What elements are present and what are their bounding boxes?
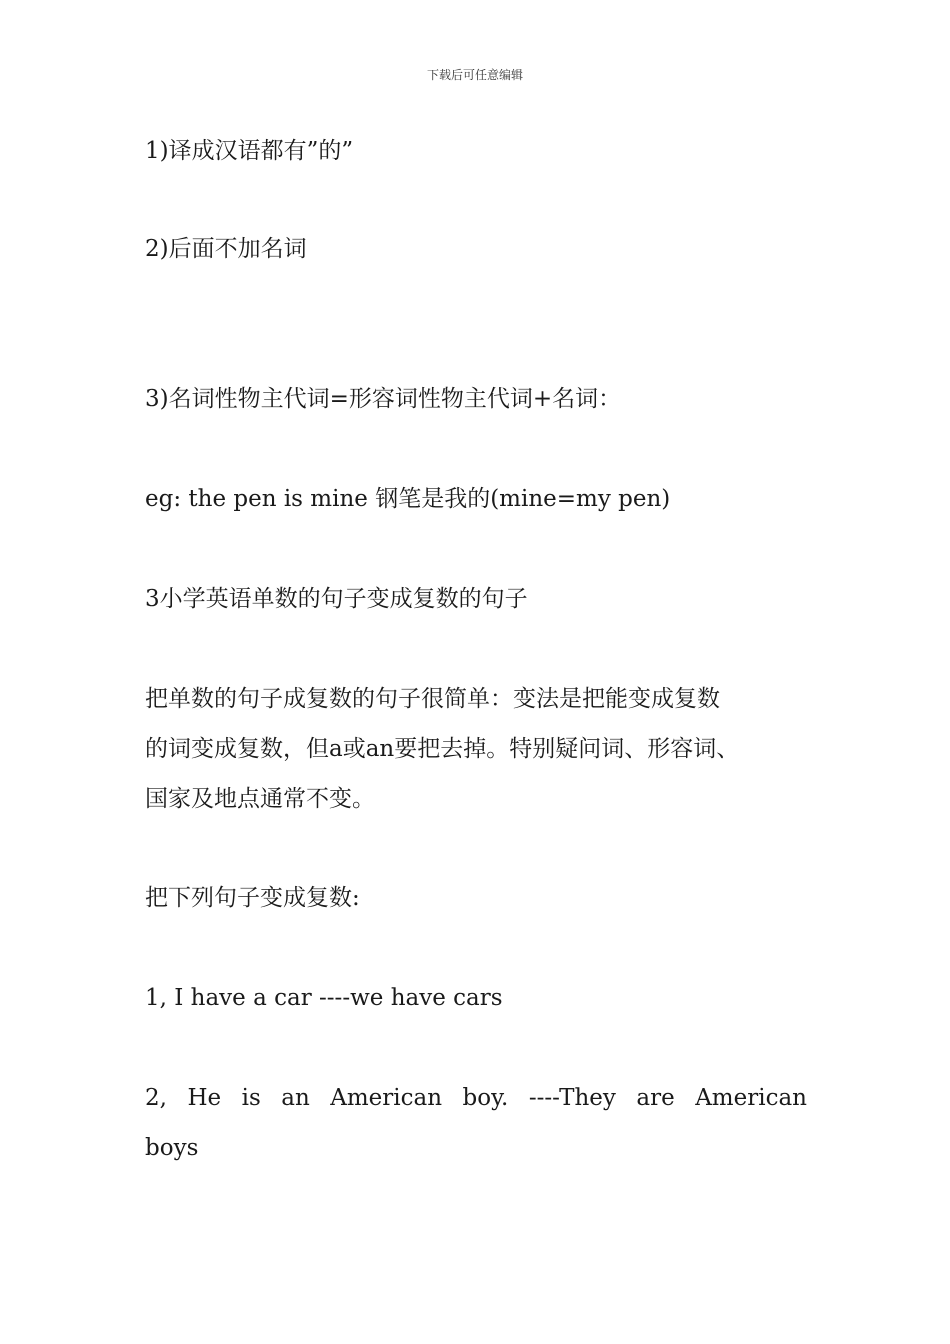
paragraph-rule-line-1: 把单数的句子成复数的句子很简单：变法是把能变成复数 <box>145 686 720 712</box>
paragraph-example: eg: the pen is mine 钢笔是我的(mine=my pen) <box>145 486 671 512</box>
exercise-word: 2, <box>145 1085 167 1111</box>
paragraph-rule-line-3: 国家及地点通常不变。 <box>145 786 375 812</box>
exercise-item-2-line-2: boys <box>145 1135 199 1161</box>
paragraph-rule-line-2: 的词变成复数，但a或an要把去掉。特别疑问词、形容词、 <box>145 736 740 762</box>
exercise-word: ----They <box>528 1085 616 1111</box>
exercise-word: is <box>241 1085 261 1111</box>
section-heading: 3小学英语单数的句子变成复数的句子 <box>145 586 528 612</box>
exercise-word: He <box>187 1085 222 1111</box>
exercise-word: American <box>330 1085 443 1111</box>
exercise-item-1: 1, I have a car ----we have cars <box>145 985 503 1011</box>
exercise-word: an <box>281 1085 310 1111</box>
exercise-word: American <box>695 1085 807 1111</box>
paragraph-1: 1)译成汉语都有”的” <box>145 138 354 164</box>
paragraph-3: 3)名词性物主代词=形容词性物主代词+名词： <box>145 386 622 412</box>
page-header-note: 下载后可任意编辑 <box>426 68 523 82</box>
exercise-instruction: 把下列句子变成复数: <box>145 885 360 911</box>
exercise-item-2-line-1 <box>145 1084 807 1112</box>
exercise-word: are <box>636 1085 675 1111</box>
exercise-word: boy. <box>462 1085 509 1111</box>
paragraph-2: 2)后面不加名词 <box>145 236 307 262</box>
